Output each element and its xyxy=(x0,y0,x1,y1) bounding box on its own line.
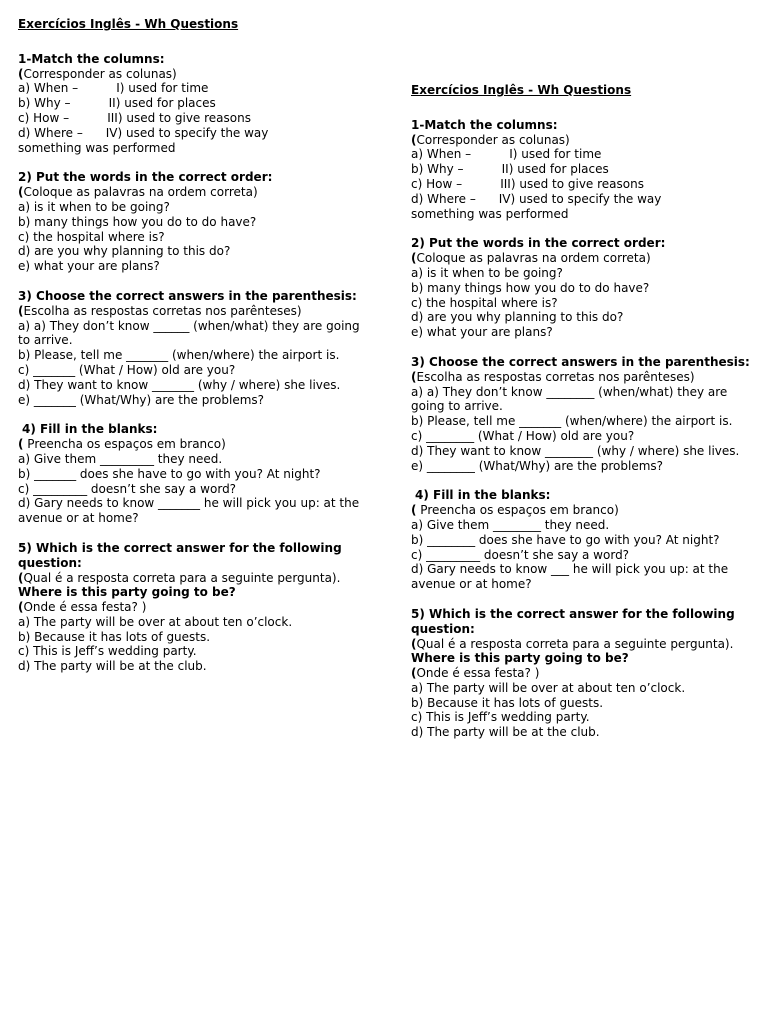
section-instruction: (Corresponder as colunas) xyxy=(411,132,570,147)
list-item: b) many things how you do to do have? xyxy=(18,214,257,229)
worksheet-title: Exercícios Inglês - Wh Questions xyxy=(411,83,632,97)
section-2 xyxy=(18,170,366,274)
section-heading: 4) Fill in the blanks: xyxy=(415,488,551,503)
list-item: e) what your are plans? xyxy=(18,259,160,274)
list-item: a) When – I) used for time xyxy=(411,147,602,162)
list-item: b) many things how you do to do have? xyxy=(411,280,650,295)
list-item: something was performed xyxy=(411,206,569,221)
list-item: d) The party will be at the club. xyxy=(411,725,600,740)
section-instruction: ( Preencha os espaços em branco) xyxy=(18,437,226,452)
section-4 xyxy=(18,422,366,526)
question-translation: (Onde é essa festa? ) xyxy=(411,666,540,681)
list-item: b) Why – II) used for places xyxy=(411,162,609,177)
list-item: a) When – I) used for time xyxy=(18,81,209,96)
list-item: c) This is Jeff’s wedding party. xyxy=(411,710,590,725)
worksheet-column-left xyxy=(18,17,366,674)
list-item: c) How – III) used to give reasons xyxy=(18,110,251,125)
section-instruction: (Qual é a resposta correta para a seguinte pergunta). xyxy=(411,636,734,651)
list-item: b) Please, tell me _______ (when/where) the airport is. xyxy=(18,348,340,363)
section-5 xyxy=(18,541,366,674)
list-item: c) _______ (What / How) old are you? xyxy=(18,362,236,377)
list-item: a) Give them _________ they need. xyxy=(18,451,223,466)
section-3 xyxy=(411,355,759,473)
list-item: d) The party will be at the club. xyxy=(18,659,207,674)
worksheet-title: Exercícios Inglês - Wh Questions xyxy=(18,17,239,31)
list-item: a) a) They don’t know ________ (when/what) they are going to arrive. xyxy=(411,384,728,414)
list-item: d) They want to know _______ (why / where) she lives. xyxy=(18,377,341,392)
section-instruction: (Coloque as palavras na ordem correta) xyxy=(411,251,651,266)
question-translation: (Onde é essa festa? ) xyxy=(18,600,147,615)
list-item: c) the hospital where is? xyxy=(411,295,558,310)
list-item: e) what your are plans? xyxy=(411,325,553,340)
list-item: d) Where – IV) used to specify the way xyxy=(18,125,269,140)
list-item: d) are you why planning to this do? xyxy=(18,244,231,259)
list-item: c) _________ doesn’t she say a word? xyxy=(411,547,630,562)
section-instruction: (Corresponder as colunas) xyxy=(18,66,177,81)
list-item: b) _______ does she have to go with you? At night? xyxy=(18,466,321,481)
section-heading: 3) Choose the correct answers in the parenthesis: xyxy=(411,354,750,369)
section-1 xyxy=(411,118,759,222)
list-item: d) are you why planning to this do? xyxy=(411,310,624,325)
list-item: d) Gary needs to know ___ he will pick you up: at the avenue or at home? xyxy=(411,562,729,592)
list-item: a) The party will be over at about ten o’clock. xyxy=(18,614,293,629)
section-instruction: (Coloque as palavras na ordem correta) xyxy=(18,185,258,200)
list-item: c) ________ (What / How) old are you? xyxy=(411,428,635,443)
question-text: Where is this party going to be? xyxy=(411,651,629,666)
list-item: b) Because it has lots of guests. xyxy=(411,695,604,710)
list-item: d) Gary needs to know _______ he will pick you up: at the avenue or at home? xyxy=(18,496,360,526)
list-item: b) Because it has lots of guests. xyxy=(18,629,211,644)
worksheet-column-right xyxy=(411,83,759,740)
section-instruction: ( Preencha os espaços em branco) xyxy=(411,503,619,518)
question-text: Where is this party going to be? xyxy=(18,585,236,600)
section-2 xyxy=(411,236,759,340)
list-item: a) is it when to be going? xyxy=(18,199,170,214)
section-heading: 5) Which is the correct answer for the following question: xyxy=(411,606,735,636)
section-heading: 4) Fill in the blanks: xyxy=(22,422,158,437)
list-item: something was performed xyxy=(18,140,176,155)
list-item: a) is it when to be going? xyxy=(411,265,563,280)
list-item: c) the hospital where is? xyxy=(18,229,165,244)
list-item: a) a) They don’t know ______ (when/what) they are going to arrive. xyxy=(18,318,360,348)
section-instruction: (Escolha as respostas corretas nos parênteses) xyxy=(18,303,302,318)
list-item: d) Where – IV) used to specify the way xyxy=(411,191,662,206)
list-item: b) Please, tell me _______ (when/where) the airport is. xyxy=(411,414,733,429)
section-heading: 2) Put the words in the correct order: xyxy=(411,236,666,251)
list-item: d) They want to know ________ (why / where) she lives. xyxy=(411,443,740,458)
section-heading: 5) Which is the correct answer for the following question: xyxy=(18,540,342,570)
section-4 xyxy=(411,488,759,592)
section-5 xyxy=(411,607,759,740)
section-1 xyxy=(18,52,366,156)
list-item: b) ________ does she have to go with you? At night? xyxy=(411,532,720,547)
section-heading: 3) Choose the correct answers in the parenthesis: xyxy=(18,288,357,303)
list-item: a) The party will be over at about ten o’clock. xyxy=(411,680,686,695)
section-instruction: (Qual é a resposta correta para a seguinte pergunta). xyxy=(18,570,341,585)
list-item: c) This is Jeff’s wedding party. xyxy=(18,644,197,659)
section-heading: 1-Match the columns: xyxy=(411,117,558,132)
list-item: c) _________ doesn’t she say a word? xyxy=(18,481,237,496)
section-heading: 1-Match the columns: xyxy=(18,51,165,66)
list-item: a) Give them ________ they need. xyxy=(411,517,610,532)
list-item: b) Why – II) used for places xyxy=(18,96,216,111)
section-3 xyxy=(18,289,366,407)
list-item: e) ________ (What/Why) are the problems? xyxy=(411,458,664,473)
section-instruction: (Escolha as respostas corretas nos parênteses) xyxy=(411,369,695,384)
list-item: c) How – III) used to give reasons xyxy=(411,176,644,191)
list-item: e) _______ (What/Why) are the problems? xyxy=(18,392,265,407)
section-heading: 2) Put the words in the correct order: xyxy=(18,170,273,185)
